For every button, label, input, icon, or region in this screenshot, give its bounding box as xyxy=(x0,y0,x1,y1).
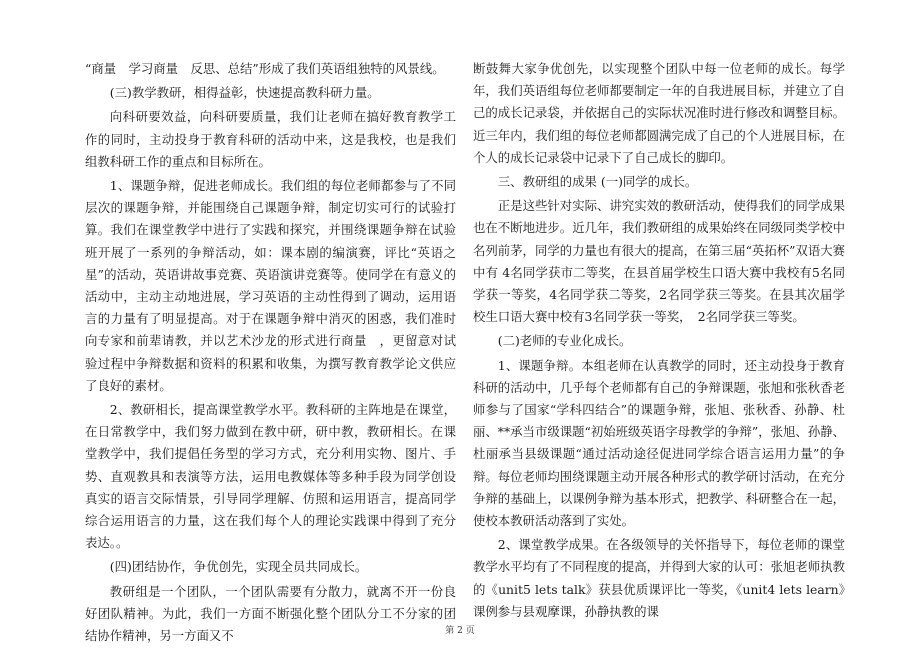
right-column xyxy=(473,58,845,625)
paragraph: 2、课堂教学成果。在各级领导的关怀指导下，每位老师的课堂教学水平均有了不同程度的提高，并得到大家的认可：张旭老师执教的《unit5 lets talk》获县优质课评比一等奖，《unit4 lets learn》课例参与县观摩课，孙静执教的课 xyxy=(473,537,845,619)
page-number: 第 2 页 xyxy=(445,626,475,636)
paragraph: (二)老师的专业化成长。 xyxy=(497,333,632,349)
left-column xyxy=(85,58,456,649)
paragraph: 1、课题争辩。本组老师在认真教学的同时，还主动投身于教育科研的活动中，几乎每个老师都有自己的争辩课题，张旭和张秋香老师参与了国家“学科四结合”的课题争辩，张旭、张秋香、孙静、杜丽、**承当市级课题“初始班级英语字母教学的争辩”，张旭、孙静、杜丽承当县级课题“通过活动途径促进同学综合语言运用力量”的争辩。每位老师均围绕课题主动开展各种形式的教学研讨活动，在充分争辩的基础上，以课例争辩为基本形式，把教学、科研整合在一起，使校本教研活动落到了实处。 xyxy=(473,357,845,529)
paragraph: (四)团结协作，争优创先，实现全员共同成长。 xyxy=(109,559,368,575)
paragraph: (三)教学教研，相得益彰，快速提高教科研力量。 xyxy=(109,85,380,101)
paragraph: “商量 学习商量 反思、总结”形成了我们英语组独特的风景线。 xyxy=(85,61,445,76)
paragraph: 断鼓舞大家争优创先，以实现整个团队中每一位老师的成长。每学年，我们英语组每位老师都要制定一年的自我进展目标，并建立了自己的成长记录袋，并依据自己的实际状况准时进行修改和调整目标。近三年内，我们组的每位老师都圆满完成了自己的个人进展目标，在个人的成长记录袋中记录下了自己成长的脚印。 xyxy=(473,61,845,165)
paragraph: 教研组是一个团队，一个团队需要有分散力，就离不开一份良好团队精神。为此，我们一方面不断强化整个团队分工不分家的团结协作精神，另一方面又不 xyxy=(85,583,456,644)
paragraph: 2、教研相长，提高课堂教学水平。教科研的主阵地是在课堂，在日常教学中，我们努力做到在教中研，研中教，教研相长。在课堂教学中，我们提倡任务型的学习方式，充分利用实物、图片、手势、直观教具和表演等方法，运用电教媒体等多种手段为同学创设真实的语言交际情景，引导同学理解、仿照和运用语言，提高同学综合运用语言的力量，这在我们每个人的理论实践课中得到了充分表达。。 xyxy=(85,402,456,551)
paragraph: 正是这些针对实际、讲究实效的教研活动，使得我们的同学成果也在不断地进步。近几年，我们教研组的成果始终在同级同类学校中名列前茅，同学的力量也有很大的提高，在第三届“英拓杯”双语大赛中有 4名同学获市二等奖，在县首届学校生口语大赛中我校有5名同学获一等奖，4名同学获二等奖，2名同学获三等奖。在县其次届学校生口语大赛中校有3名同学获一等奖， 2名同学获三等奖。 xyxy=(473,198,845,325)
paragraph: 三、教研组的成果 (一)同学的成长。 xyxy=(497,174,698,190)
paragraph: 1、课题争辩，促进老师成长。我们组的每位老师都参与了不同层次的课题争辩，并能围绕自己课题争辩，制定切实可行的试验打算。我们在课堂教学中进行了实践和探究，并围绕课题争辩在试验班开展了一系列的争辩活动，如：课本剧的编演赛，评比“英语之星”的活动，英语讲故事竞赛、英语演讲竞赛等。使同学在有意义的活动中，主动主动地进展，学习英语的主动性得到了调动，运用语言的力量有了明显提高。对于在课题争辩中消灭的困惑，我们准时向专家和前辈请教，并以艺术沙龙的形式进行商量 ，更留意对试验过程中争辩数据和资料的积累和收集，为撰写教育教学论文供应了良好的素材。 xyxy=(85,178,456,393)
paragraph: 向科研要效益，向科研要质量，我们让老师在搞好教育教学工作的同时，主动投身于教育科研的活动中来，这是我校，也是我们组教科研工作的重点和目标所在。 xyxy=(85,109,456,169)
